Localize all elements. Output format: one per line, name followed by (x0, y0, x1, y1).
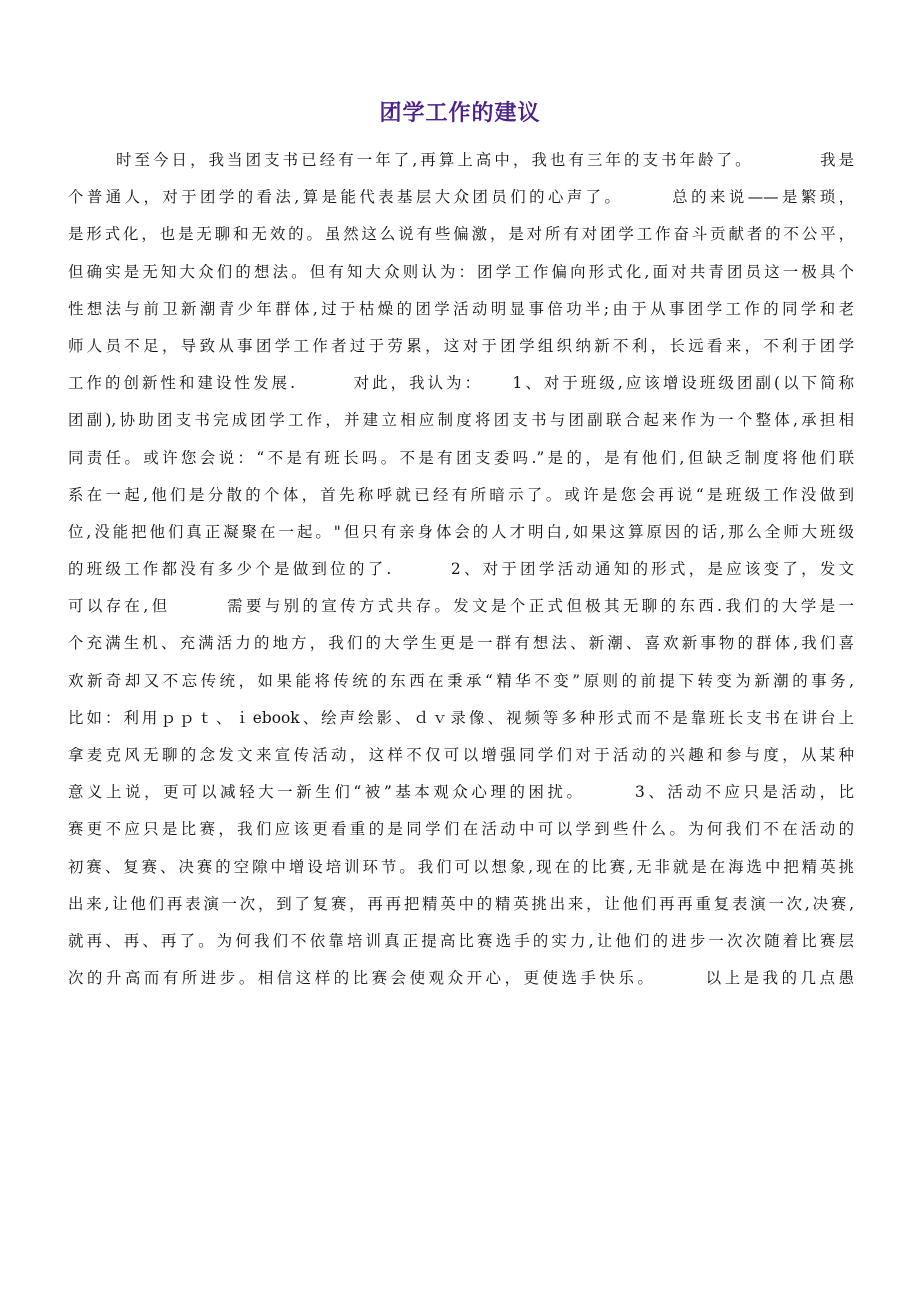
body-line: 师人员不足，导致从事团学工作者过于劳累，这对于团学组织纳新不利，长远看来，不利于团学 (68, 336, 854, 355)
body-line: 时至今日，我当团支书已经有一年了,再算上高中，我也有三年的支书年龄了。 我是 (116, 151, 854, 169)
body-line: 团副),协助团支书完成团学工作，并建立相应制度将团支书与团副联合起来作为一个整体,承担相 (68, 411, 854, 430)
body-line: 的班级工作都没有多少个是做到位的了. 2、对于团学活动通知的形式，是应该变了，发文 (68, 560, 854, 579)
body-line: 次的升高而有所进步。相信这样的比赛会使观众开心，更使选手快乐。 以上是我的几点愚 (68, 969, 854, 988)
body-line: 拿麦克风无聊的念发文来宣传活动，这样不仅可以增强同学们对于活动的兴趣和参与度，从某种 (68, 746, 854, 764)
body-line: 比如：利用ｐｐｔ、ｉebook、绘声绘影、ｄｖ录像、视频等多种形式而不是靠班长支书在讲台上 (68, 708, 854, 727)
body-line: 赛更不应只是比赛，我们应该更看重的是同学们在活动中可以学到些什么。为何我们不在活动的 (68, 820, 854, 839)
body-line: 性想法与前卫新潮青少年群体,过于枯燥的团学活动明显事倍功半;由于从事团学工作的同学和老 (68, 299, 854, 318)
body-line: 个充满生机、充满活力的地方，我们的大学生更是一群有想法、新潮、喜欢新事物的群体,我们喜 (68, 634, 854, 653)
body-line: 初赛、复赛、决赛的空隙中增设培训环节。我们可以想象,现在的比赛,无非就是在海选中把精英挑 (68, 857, 854, 876)
body-line: 出来,让他们再表演一次，到了复赛，再再把精英中的精英挑出来，让他们再再重复表演一次,决赛, (68, 894, 854, 913)
body-line: 意义上说，更可以减轻大一新生们“被”基本观众心理的困扰。 3、活动不应只是活动，比 (68, 783, 854, 802)
body-line: 工作的创新性和建设性发展. 对此，我认为： 1、对于班级,应该增设班级团副(以下简称 (68, 374, 854, 393)
body-line: 系在一起,他们是分散的个体，首先称呼就已经有所暗示了。或许是您会再说“是班级工作没做到 (68, 485, 854, 504)
body-line: 位,没能把他们真正凝聚在一起。"但只有亲身体会的人才明白,如果这算原因的话,那么全师大班级 (68, 522, 854, 541)
body-line: 是形式化，也是无聊和无效的。虽然这么说有些偏激，是对所有对团学工作奋斗贡献者的不公平， (68, 225, 854, 244)
body-line: 但确实是无知大众们的想法。但有知大众则认为：团学工作偏向形式化,面对共青团员这一极具个 (68, 262, 854, 281)
document-body (68, 142, 854, 997)
body-line: 同责任。或许您会说：“不是有班长吗。不是有团支委吗.”是的，是有他们,但缺乏制度将他们联 (68, 448, 854, 467)
body-line: 欢新奇却又不忘传统，如果能将传统的东西在秉承“精华不变”原则的前提下转变为新潮的事务, (68, 671, 854, 690)
document-title: 团学工作的建议 (379, 101, 541, 126)
body-line: 可以存在,但 需要与别的宣传方式共存。发文是个正式但极其无聊的东西.我们的大学是一 (68, 597, 854, 616)
body-line: 个普通人，对于团学的看法,算是能代表基层大众团员们的心声了。 总的来说——是繁琐， (68, 188, 854, 207)
body-line: 就再、再、再了。为何我们不依靠培训真正提高比赛选手的实力,让他们的进步一次次随着比赛层 (68, 931, 854, 950)
